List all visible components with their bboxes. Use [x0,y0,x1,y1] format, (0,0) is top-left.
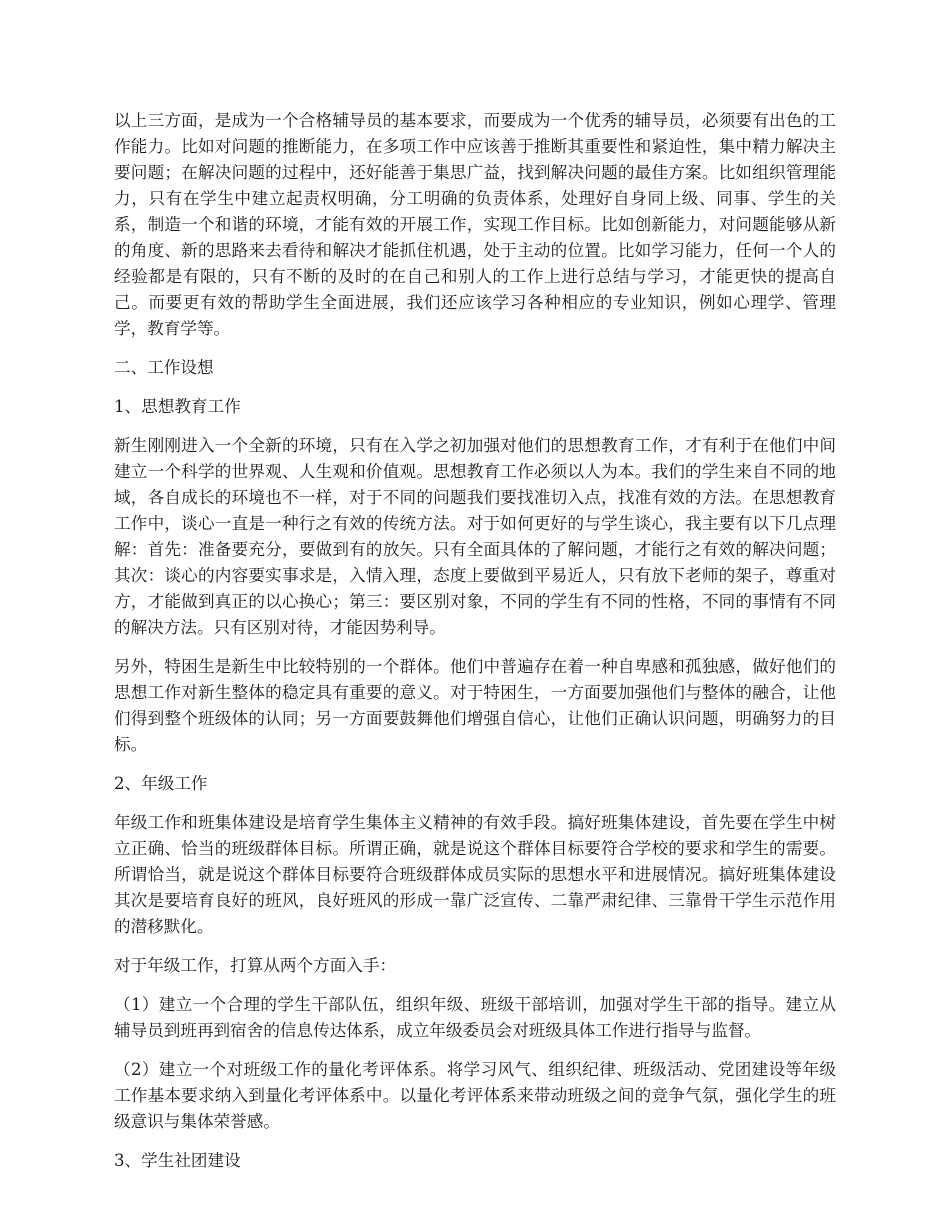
paragraph-evaluation-system: （2）建立一个对班级工作的量化考评体系。将学习风气、组织纪律、班级活动、党团建设等年级工作基本要求纳入到量化考评体系中。以量化考评体系来带动班级之间的竞争气氛，强化学生的班级意识与集体荣誉感。 [114,1060,836,1131]
paragraph-ideological-education: 新生刚刚进入一个全新的环境，只有在入学之初加强对他们的思想教育工作，才有利于在他们中间建立一个科学的世界观、人生观和价值观。思想教育工作必须以人为本。我们的学生来自不同的地域，各自成长的环境也不一样，对于不同的问题我们要找准切入点，找准有效的方法。在思想教育工作中，谈心一直是一种行之有效的传统方法。对于如何更好的与学生谈心，我主要有以下几点理解：首先：准备要充分，要做到有的放矢。只有全面具体的了解问题，才能行之有效的解决问题；其次：谈心的内容要实事求是，入情入理，态度上要做到平易近人，只有放下老师的架子，尊重对方，才能做到真正的以心换心；第三：要区别对象，不同的学生有不同的性格，不同的事情有不同的解决方法。只有区别对待，才能因势利导。 [114,436,836,637]
paragraph-needy-students: 另外，特困生是新生中比较特别的一个群体。他们中普遍存在着一种自卑感和孤独感，做好他们的思想工作对新生整体的稳定具有重要的意义。对于特困生，一方面要加强他们与整体的融合，让他们得到整个班级体的认同；另一方面要鼓舞他们增强自信心，让他们正确认识问题，明确努力的目标。 [114,657,836,754]
subheading-ideological-education: 1、思想教育工作 [114,397,241,416]
section-heading-work-plan: 二、工作设想 [114,358,214,377]
paragraph-student-cadres: （1）建立一个合理的学生干部队伍，组织年级、班级干部培训，加强对学生干部的指导。建立从辅导员到班再到宿舍的信息传达体系，成立年级委员会对班级具体工作进行指导与监督。 [114,995,836,1040]
subheading-student-clubs: 3、学生社团建设 [114,1151,241,1170]
paragraph-class-building: 年级工作和班集体建设是培育学生集体主义精神的有效手段。搞好班集体建设，首先要在学生中树立正确、恰当的班级群体目标。所谓正确，就是说这个群体目标要符合学校的要求和学生的需要。所谓恰当，就是说这个群体目标要符合班级群体成员实际的思想水平和进展情况。搞好班集体建设其次是要培育良好的班风，良好班风的形成一靠广泛宣传、二靠严肃纪律、三靠骨干学生示范作用的潜移默化。 [114,813,836,936]
paragraph-ability-requirements: 以上三方面，是成为一个合格辅导员的基本要求，而要成为一个优秀的辅导员，必须要有出色的工作能力。比如对问题的推断能力，在多项工作中应该善于推断其重要性和紧迫性，集中精力解决主要问题；在解决问题的过程中，还好能善于集思广益，找到解决问题的最佳方案。比如组织管理能力，只有在学生中建立起责权明确，分工明确的负责体系，处理好自身同上级、同事、学生的关系，制造一个和谐的环境，才能有效的开展工作，实现工作目标。比如创新能力，对问题能够从新的角度、新的思路来去看待和解决才能抓住机遇，处于主动的位置。比如学习能力，任何一个人的经验都是有限的，只有不断的及时的在自己和别人的工作上进行总结与学习，才能更快的提高自己。而要更有效的帮助学生全面进展，我们还应该学习各种相应的专业知识，例如心理学、管理学，教育学等。 [114,111,836,338]
subheading-grade-work: 2、年级工作 [114,774,208,793]
paragraph-grade-work-intro: 对于年级工作，打算从两个方面入手： [114,956,397,975]
